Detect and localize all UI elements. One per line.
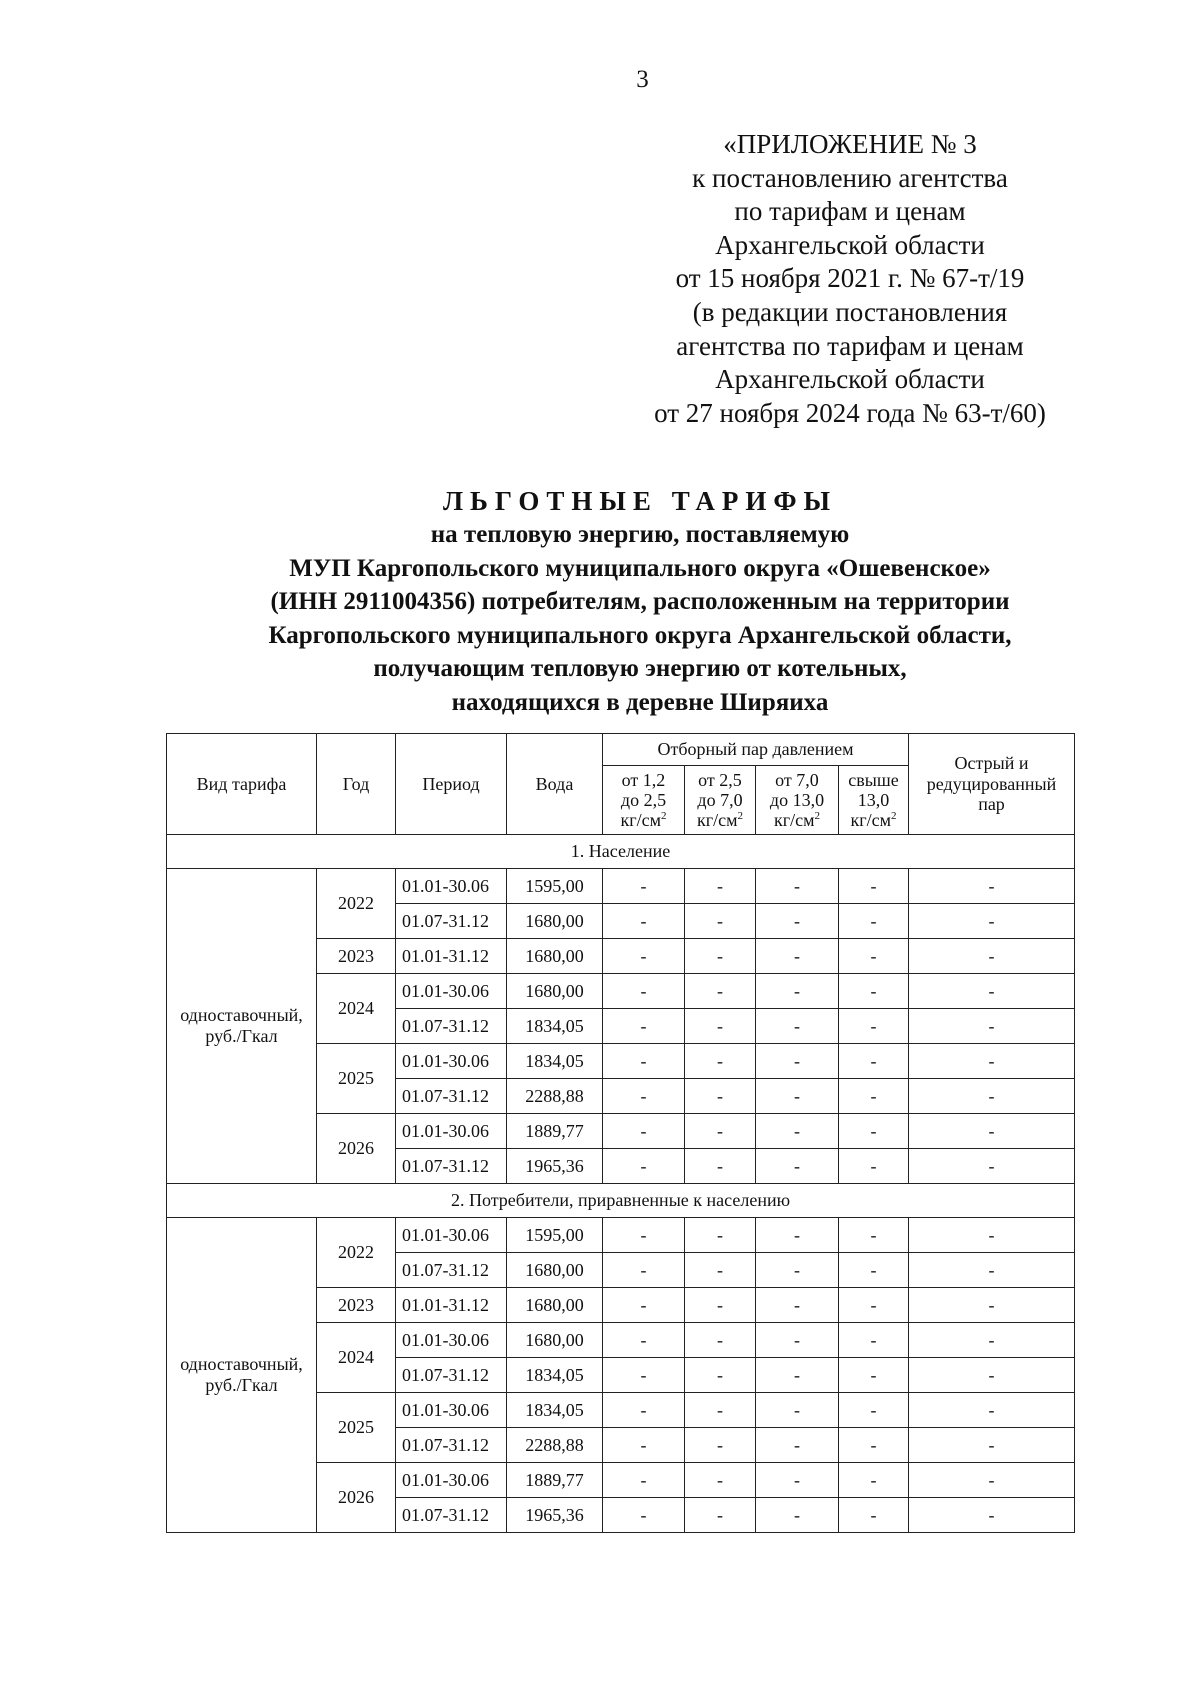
steam-unit-exponent: 2 bbox=[891, 810, 897, 823]
period-cell: 01.01-30.06 bbox=[396, 974, 507, 1009]
appendix-line: по тарифам и ценам bbox=[734, 196, 966, 227]
sharp-steam-cell: - bbox=[909, 1393, 1075, 1428]
sharp-steam-cell: - bbox=[909, 1253, 1075, 1288]
steam-3-cell: - bbox=[756, 1218, 839, 1253]
steam-2-cell: - bbox=[685, 1044, 756, 1079]
appendix-block bbox=[638, 128, 1062, 430]
steam-1-cell: - bbox=[603, 1358, 685, 1393]
period-cell: 01.01-31.12 bbox=[396, 939, 507, 974]
steam-3-cell: - bbox=[756, 1114, 839, 1149]
section-header-row bbox=[167, 1184, 1075, 1218]
tariff-type-cell: одноставочный, руб./Гкал bbox=[167, 869, 317, 1184]
steam-unit: кг/см bbox=[850, 810, 891, 831]
sharp-steam-cell: - bbox=[909, 1218, 1075, 1253]
steam-unit-exponent: 2 bbox=[661, 810, 667, 823]
appendix-line: «ПРИЛОЖЕНИЕ № 3 bbox=[723, 129, 977, 159]
appendix-line: Архангельской области bbox=[715, 364, 985, 395]
steam-3-cell: - bbox=[756, 1009, 839, 1044]
steam-3-cell: - bbox=[756, 1498, 839, 1533]
steam-3-cell: - bbox=[756, 1463, 839, 1498]
sharp-steam-cell: - bbox=[909, 1358, 1075, 1393]
water-cell: 2288,88 bbox=[507, 1428, 603, 1463]
year-cell: 2024 bbox=[317, 1323, 396, 1393]
steam-range-to: до 7,0 bbox=[697, 789, 743, 810]
steam-3-cell: - bbox=[756, 904, 839, 939]
period-cell: 01.01-30.06 bbox=[396, 1323, 507, 1358]
period-cell: 01.07-31.12 bbox=[396, 1358, 507, 1393]
section-title: 1. Население bbox=[167, 835, 1075, 869]
year-cell: 2023 bbox=[317, 1288, 396, 1323]
steam-4-cell: - bbox=[839, 1044, 909, 1079]
appendix-line: Архангельской области bbox=[715, 229, 985, 260]
appendix-line: от 15 ноября 2021 г. № 67-т/19 bbox=[675, 263, 1025, 294]
water-cell: 1834,05 bbox=[507, 1009, 603, 1044]
title-line: на тепловую энергию, поставляемую bbox=[430, 521, 850, 548]
period-cell: 01.01-30.06 bbox=[396, 1393, 507, 1428]
year-cell: 2024 bbox=[317, 974, 396, 1044]
steam-unit-exponent: 2 bbox=[814, 810, 820, 823]
steam-1-cell: - bbox=[603, 1428, 685, 1463]
water-cell: 1680,00 bbox=[507, 1288, 603, 1323]
sharp-steam-cell: - bbox=[909, 869, 1075, 904]
water-cell: 1834,05 bbox=[507, 1044, 603, 1079]
sharp-steam-cell: - bbox=[909, 904, 1075, 939]
tariff-type-cell: одноставочный, руб./Гкал bbox=[167, 1218, 317, 1533]
sharp-steam-cell: - bbox=[909, 1114, 1075, 1149]
period-cell: 01.07-31.12 bbox=[396, 1428, 507, 1463]
table-body bbox=[167, 835, 1075, 1533]
sharp-steam-cell: - bbox=[909, 1009, 1075, 1044]
header-steam-4 bbox=[839, 766, 909, 835]
title-line: получающим тепловую энергию от котельных, bbox=[373, 655, 907, 682]
steam-1-cell: - bbox=[603, 1288, 685, 1323]
steam-1-cell: - bbox=[603, 904, 685, 939]
steam-2-cell: - bbox=[685, 1428, 756, 1463]
water-cell: 1680,00 bbox=[507, 1323, 603, 1358]
steam-3-cell: - bbox=[756, 1288, 839, 1323]
steam-3-cell: - bbox=[756, 1323, 839, 1358]
steam-4-cell: - bbox=[839, 1114, 909, 1149]
sharp-steam-cell: - bbox=[909, 1288, 1075, 1323]
period-cell: 01.01-30.06 bbox=[396, 1463, 507, 1498]
steam-3-cell: - bbox=[756, 939, 839, 974]
header-steam-3 bbox=[756, 766, 839, 835]
title-line: Каргопольского муниципального округа Архангельской области, bbox=[268, 621, 1012, 649]
steam-1-cell: - bbox=[603, 1393, 685, 1428]
steam-4-cell: - bbox=[839, 1218, 909, 1253]
steam-2-cell: - bbox=[685, 939, 756, 974]
title-line: МУП Каргопольского муниципального округа «Ошевенское» bbox=[289, 554, 991, 582]
page-number: 3 bbox=[636, 66, 649, 93]
period-cell: 01.01-30.06 bbox=[396, 869, 507, 904]
period-cell: 01.01-30.06 bbox=[396, 1114, 507, 1149]
steam-2-cell: - bbox=[685, 1253, 756, 1288]
steam-4-cell: - bbox=[839, 1463, 909, 1498]
tariff-table bbox=[166, 733, 1075, 1533]
steam-3-cell: - bbox=[756, 1393, 839, 1428]
steam-range-to: до 13,0 bbox=[769, 789, 825, 810]
steam-4-cell: - bbox=[839, 1253, 909, 1288]
steam-3-cell: - bbox=[756, 1079, 839, 1114]
steam-2-cell: - bbox=[685, 1498, 756, 1533]
sharp-steam-cell: - bbox=[909, 1463, 1075, 1498]
steam-3-cell: - bbox=[756, 869, 839, 904]
header-steam-1 bbox=[603, 766, 685, 835]
header-steam-2 bbox=[685, 766, 756, 835]
steam-4-cell: - bbox=[839, 904, 909, 939]
water-cell: 1965,36 bbox=[507, 1149, 603, 1184]
sharp-steam-cell: - bbox=[909, 1149, 1075, 1184]
sharp-steam-cell: - bbox=[909, 1044, 1075, 1079]
document-title bbox=[160, 484, 1120, 719]
appendix-line: (в редакции постановления bbox=[692, 296, 1008, 327]
steam-2-cell: - bbox=[685, 1288, 756, 1323]
steam-1-cell: - bbox=[603, 939, 685, 974]
water-cell: 1834,05 bbox=[507, 1393, 603, 1428]
steam-4-cell: - bbox=[839, 1393, 909, 1428]
table-row bbox=[167, 869, 1075, 904]
steam-3-cell: - bbox=[756, 1149, 839, 1184]
steam-1-cell: - bbox=[603, 974, 685, 1009]
header-tariff-type: Вид тарифа bbox=[167, 734, 317, 835]
steam-unit-exponent: 2 bbox=[737, 810, 743, 823]
steam-1-cell: - bbox=[603, 1498, 685, 1533]
water-cell: 1595,00 bbox=[507, 1218, 603, 1253]
water-cell: 1680,00 bbox=[507, 904, 603, 939]
steam-4-cell: - bbox=[839, 939, 909, 974]
section-title: 2. Потребители, приравненные к населению bbox=[167, 1184, 1075, 1218]
steam-range-from: от 7,0 bbox=[775, 769, 819, 790]
period-cell: 01.07-31.12 bbox=[396, 1253, 507, 1288]
steam-unit: кг/см bbox=[620, 810, 661, 831]
steam-4-cell: - bbox=[839, 1079, 909, 1114]
period-cell: 01.01-31.12 bbox=[396, 1288, 507, 1323]
steam-2-cell: - bbox=[685, 1323, 756, 1358]
table-row bbox=[167, 1218, 1075, 1253]
steam-4-cell: - bbox=[839, 974, 909, 1009]
water-cell: 1965,36 bbox=[507, 1498, 603, 1533]
steam-unit: кг/см bbox=[696, 810, 738, 831]
steam-2-cell: - bbox=[685, 1114, 756, 1149]
steam-2-cell: - bbox=[685, 904, 756, 939]
year-cell: 2022 bbox=[317, 869, 396, 939]
steam-range-from: свыше bbox=[848, 769, 899, 790]
steam-2-cell: - bbox=[685, 974, 756, 1009]
steam-range-from: от 1,2 bbox=[621, 769, 666, 790]
steam-2-cell: - bbox=[685, 1463, 756, 1498]
steam-2-cell: - bbox=[685, 1358, 756, 1393]
steam-1-cell: - bbox=[603, 1009, 685, 1044]
water-cell: 1680,00 bbox=[507, 974, 603, 1009]
title-line: (ИНН 2911004356) потребителям, расположенным на территории bbox=[270, 588, 1010, 615]
steam-4-cell: - bbox=[839, 1323, 909, 1358]
steam-1-cell: - bbox=[603, 869, 685, 904]
appendix-line: к постановлению агентства bbox=[692, 162, 1008, 193]
steam-4-cell: - bbox=[839, 1428, 909, 1463]
title-line: находящихся в деревне Ширяиха bbox=[451, 688, 829, 716]
water-cell: 1889,77 bbox=[507, 1114, 603, 1149]
period-cell: 01.07-31.12 bbox=[396, 1149, 507, 1184]
period-cell: 01.07-31.12 bbox=[396, 904, 507, 939]
steam-1-cell: - bbox=[603, 1323, 685, 1358]
sharp-steam-cell: - bbox=[909, 1079, 1075, 1114]
steam-range-to: до 2,5 bbox=[620, 789, 667, 810]
water-cell: 1680,00 bbox=[507, 1253, 603, 1288]
sharp-steam-cell: - bbox=[909, 1428, 1075, 1463]
steam-4-cell: - bbox=[839, 1009, 909, 1044]
steam-3-cell: - bbox=[756, 1253, 839, 1288]
steam-1-cell: - bbox=[603, 1218, 685, 1253]
water-cell: 2288,88 bbox=[507, 1079, 603, 1114]
year-cell: 2022 bbox=[317, 1218, 396, 1288]
period-cell: 01.01-30.06 bbox=[396, 1218, 507, 1253]
water-cell: 1834,05 bbox=[507, 1358, 603, 1393]
year-cell: 2026 bbox=[317, 1463, 396, 1533]
steam-4-cell: - bbox=[839, 1358, 909, 1393]
steam-1-cell: - bbox=[603, 1079, 685, 1114]
steam-1-cell: - bbox=[603, 1044, 685, 1079]
appendix-line: от 27 ноября 2024 года № 63-т/60) bbox=[654, 397, 1046, 428]
steam-1-cell: - bbox=[603, 1114, 685, 1149]
steam-3-cell: - bbox=[756, 1044, 839, 1079]
sharp-steam-cell: - bbox=[909, 974, 1075, 1009]
period-cell: 01.01-30.06 bbox=[396, 1044, 507, 1079]
steam-4-cell: - bbox=[839, 1288, 909, 1323]
steam-3-cell: - bbox=[756, 1358, 839, 1393]
year-cell: 2023 bbox=[317, 939, 396, 974]
year-cell: 2025 bbox=[317, 1044, 396, 1114]
period-cell: 01.07-31.12 bbox=[396, 1009, 507, 1044]
steam-2-cell: - bbox=[685, 1218, 756, 1253]
header-year: Год bbox=[317, 734, 396, 835]
title-main: ЛЬГОТНЫЕ ТАРИФЫ bbox=[442, 486, 838, 516]
header-water: Вода bbox=[507, 734, 603, 835]
sharp-steam-cell: - bbox=[909, 1498, 1075, 1533]
steam-3-cell: - bbox=[756, 974, 839, 1009]
steam-1-cell: - bbox=[603, 1149, 685, 1184]
steam-2-cell: - bbox=[685, 1149, 756, 1184]
water-cell: 1595,00 bbox=[507, 869, 603, 904]
steam-4-cell: - bbox=[839, 1498, 909, 1533]
steam-1-cell: - bbox=[603, 1463, 685, 1498]
sharp-steam-cell: - bbox=[909, 939, 1075, 974]
header-sharp-steam: Острый и редуцированный пар bbox=[909, 734, 1075, 835]
steam-3-cell: - bbox=[756, 1428, 839, 1463]
period-cell: 01.07-31.12 bbox=[396, 1498, 507, 1533]
steam-4-cell: - bbox=[839, 1149, 909, 1184]
section-header-row bbox=[167, 835, 1075, 869]
steam-unit: кг/см bbox=[773, 810, 815, 831]
steam-range-to: 13,0 bbox=[857, 789, 890, 810]
steam-2-cell: - bbox=[685, 869, 756, 904]
steam-range-from: от 2,5 bbox=[698, 769, 742, 790]
header-steam-group: Отборный пар давлением bbox=[603, 734, 909, 766]
sharp-steam-cell: - bbox=[909, 1323, 1075, 1358]
water-cell: 1889,77 bbox=[507, 1463, 603, 1498]
appendix-line: агентства по тарифам и ценам bbox=[676, 330, 1024, 361]
steam-2-cell: - bbox=[685, 1009, 756, 1044]
year-cell: 2026 bbox=[317, 1114, 396, 1184]
steam-2-cell: - bbox=[685, 1079, 756, 1114]
header-period: Период bbox=[396, 734, 507, 835]
steam-2-cell: - bbox=[685, 1393, 756, 1428]
steam-1-cell: - bbox=[603, 1253, 685, 1288]
water-cell: 1680,00 bbox=[507, 939, 603, 974]
steam-4-cell: - bbox=[839, 869, 909, 904]
year-cell: 2025 bbox=[317, 1393, 396, 1463]
period-cell: 01.07-31.12 bbox=[396, 1079, 507, 1114]
